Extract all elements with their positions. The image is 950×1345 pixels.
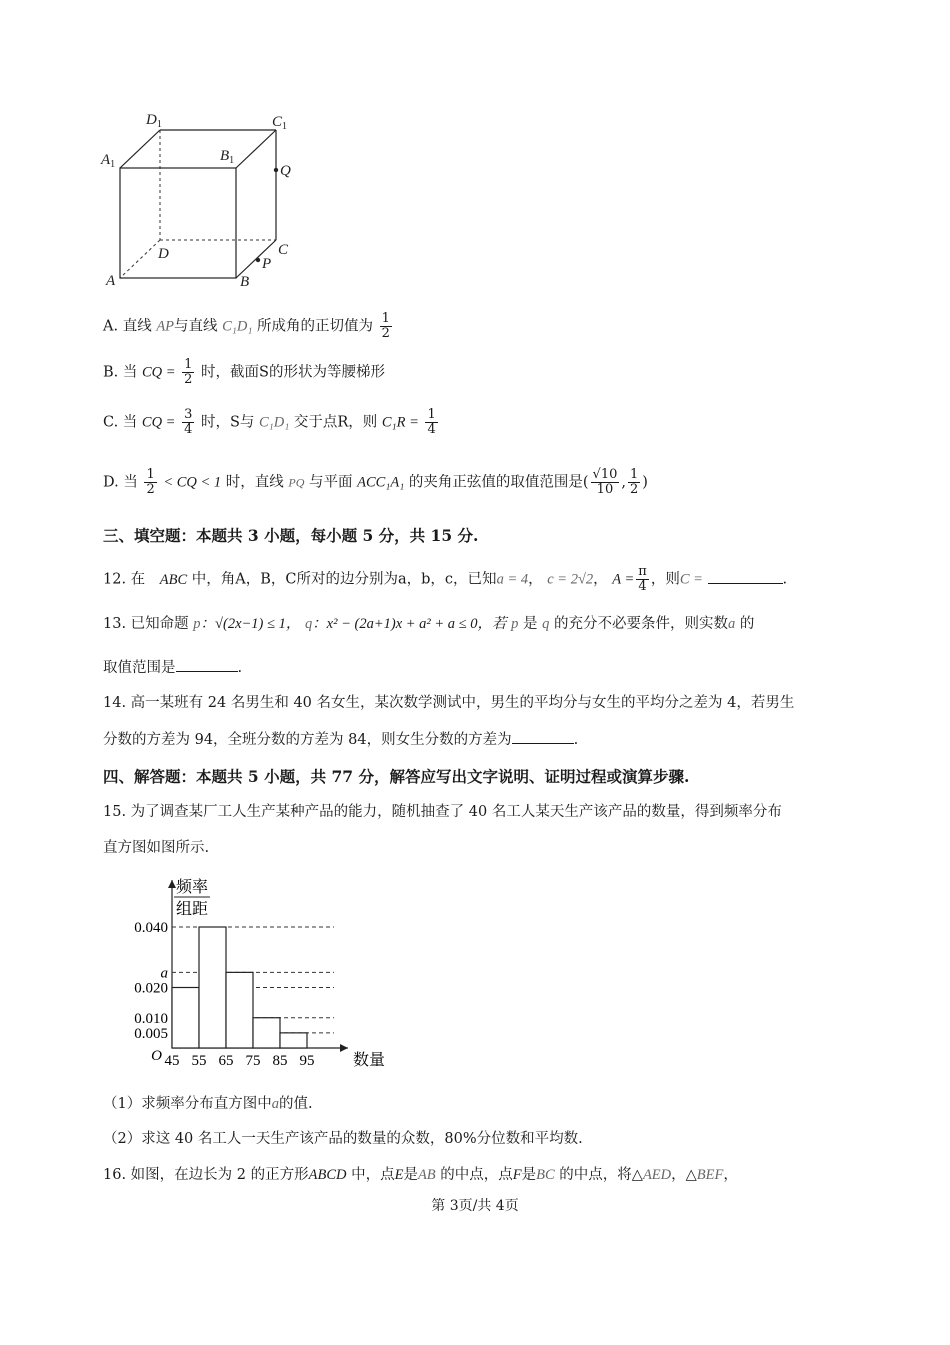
x-tick-label-3: 75 xyxy=(245,1053,261,1069)
bar-85-95 xyxy=(280,1033,307,1048)
option-b: B. 当 CQ = $\frac{1}{2}$ 时，截面S的形状为等腰梯形 xyxy=(103,357,385,387)
x-tick-label-2: 65 xyxy=(218,1053,234,1069)
frequency-histogram xyxy=(98,870,386,1080)
question-16: 16. 如图，在边长为 2 的正方形ABCD 中，点E是AB 的中点，点F是BC 的中点，将△AED，△BEF， xyxy=(103,1167,738,1183)
x-axis-arrow xyxy=(340,1044,348,1052)
question-13: 13. 已知命题 p：√(2x−1) ≤ 1， q：x² − (2a+1)x + a² + a ≤ 0，若 p 是 q 的充分不必要条件，则实数a 的 xyxy=(103,616,755,632)
label-D: D xyxy=(158,246,169,262)
cube-figure xyxy=(98,108,308,290)
y-axis-arrow xyxy=(168,880,176,888)
label-A: A xyxy=(106,273,116,289)
y-tick-label-1: a xyxy=(160,965,168,982)
section-3-heading: 三、填空题：本题共 3 小题，每小题 5 分，共 15 分. xyxy=(103,526,479,545)
question-15-line-2: 直方图如图所示. xyxy=(103,840,210,856)
question-15: 15. 为了调查某厂工人生产某种产品的能力，随机抽查了 40 名工人某天生产该产品的数量，得到频率分布 xyxy=(103,804,782,820)
label-A1: $A_1$ xyxy=(101,152,116,170)
label-D1: $D_1$ xyxy=(146,112,162,130)
section-4-heading: 四、解答题：本题共 5 小题，共 77 分，解答应写出文字说明、证明过程或演算步骤. xyxy=(103,767,690,786)
label-B1: $B_1$ xyxy=(220,148,235,166)
y-tick-label-0: 0.040 xyxy=(134,920,168,936)
origin-label: O xyxy=(151,1048,162,1064)
y-tick-label-4: 0.005 xyxy=(134,1025,168,1042)
question-15-part-1: （1）求频率分布直方图中a的值. xyxy=(103,1096,313,1112)
question-15-part-2: （2）求这 40 名工人一天生产该产品的数量的众数，80%分位数和平均数. xyxy=(103,1131,583,1147)
x-tick-label-5: 95 xyxy=(299,1053,315,1069)
label-Q: Q xyxy=(280,163,291,179)
bar-65-75 xyxy=(226,972,253,1048)
x-axis-label: 数量 xyxy=(353,1052,386,1069)
y-tick-label-3: 0.010 xyxy=(134,1010,168,1027)
label-C: C xyxy=(278,242,289,258)
y-tick-label-2: 0.020 xyxy=(134,980,168,997)
bar-45-55 xyxy=(172,988,199,1049)
page-footer: 第 3页/共 4页 xyxy=(431,1198,519,1214)
question-13-line-2: 取值范围是 . xyxy=(103,657,242,678)
y-axis-label-bottom: 组距 xyxy=(175,901,209,918)
question-14-line-2: 分数的方差为 94，全班分数的方差为 84，则女生分数的方差为 . xyxy=(103,729,578,750)
bar-75-85 xyxy=(253,1018,280,1048)
x-tick-label-4: 85 xyxy=(272,1053,288,1069)
option-d: D. 当 $\frac{1}{2}$ < CQ < 1 时，直线 PQ 与平面 ACC₁A₁ 的夹角正弦值的取值范围是( $\frac{√10}{10}$ , $\frac{1}{2}$ ) xyxy=(103,467,648,497)
option-c: C. 当 CQ = $\frac{3}{4}$ 时，S与 C₁D₁ 交于点R，则 C₁R = $\frac{1}{4}$ xyxy=(103,407,436,437)
y-axis-label-top: 频率 xyxy=(175,879,209,896)
label-P: P xyxy=(262,256,272,272)
x-tick-label-0: 45 xyxy=(164,1053,180,1069)
x-tick-label-1: 55 xyxy=(191,1053,207,1069)
question-14: 14. 高一某班有 24 名男生和 40 名女生，某次数学测试中，男生的平均分与女生的平均分之差为 4，若男生 xyxy=(103,695,795,711)
label-C1: $C_1$ xyxy=(272,114,288,132)
label-B: B xyxy=(240,274,250,290)
bar-55-65 xyxy=(199,927,226,1048)
option-a: A. 直线 AP与直线 C₁D₁ 所成角的正切值为 $\frac{1}{2}$ xyxy=(103,311,390,341)
question-12: 12. 在 ABC 中，角A，B，C所对的边分别为a，b，c，已知a = 4， c = 2√2， A = $\frac{\pi}{4}$ ，则C = . xyxy=(103,564,788,594)
